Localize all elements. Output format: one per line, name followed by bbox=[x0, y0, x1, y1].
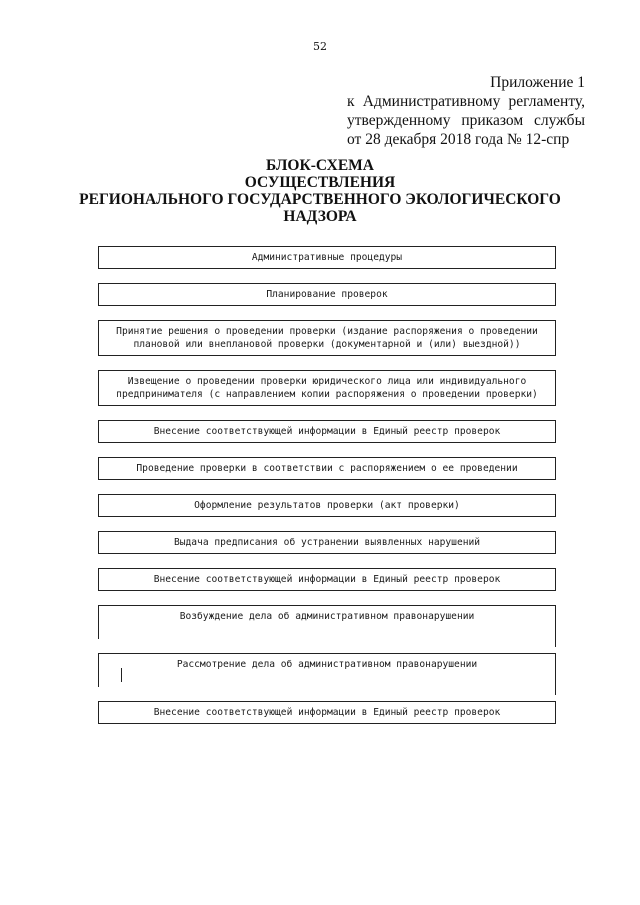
appendix-line: утвержденному приказом службы bbox=[347, 112, 585, 129]
flowchart bbox=[98, 246, 556, 738]
title-line: БЛОК-СХЕМА bbox=[265, 157, 374, 174]
flow-step-box: Рассмотрение дела об административном правонарушении bbox=[98, 653, 556, 687]
flow-step-box: Внесение соответствующей информации в Единый реестр проверок bbox=[98, 420, 556, 443]
document-title bbox=[0, 157, 640, 225]
page-number: 52 bbox=[313, 40, 327, 53]
appendix-note bbox=[347, 73, 585, 149]
flow-step-box: Принятие решения о проведении проверки (издание распоряжения о проведении плановой или внеплановой проверки (документарной и (или) выездной)) bbox=[98, 320, 556, 356]
flow-step-box: Внесение соответствующей информации в Единый реестр проверок bbox=[98, 701, 556, 724]
appendix-line: Приложение 1 bbox=[490, 74, 585, 91]
flow-step-box: Извещение о проведении проверки юридического лица или индивидуального предпринимателя (с направлением копии распоряжения о проведении проверки) bbox=[98, 370, 556, 406]
flow-step-box: Возбуждение дела об административном правонарушении bbox=[98, 605, 556, 639]
title-line: РЕГИОНАЛЬНОГО ГОСУДАРСТВЕННОГО ЭКОЛОГИЧЕСКОГО bbox=[79, 191, 561, 208]
flow-step-box: Выдача предписания об устранении выявленных нарушений bbox=[98, 531, 556, 554]
title-line: ОСУЩЕСТВЛЕНИЯ bbox=[244, 174, 396, 191]
flow-step-box: Проведение проверки в соответствии с распоряжением о ее проведении bbox=[98, 457, 556, 480]
appendix-line: от 28 декабря 2018 года № 12-спр bbox=[347, 131, 570, 148]
flow-step-box: Оформление результатов проверки (акт проверки) bbox=[98, 494, 556, 517]
title-line: НАДЗОРА bbox=[283, 208, 357, 225]
flow-step-box: Планирование проверок bbox=[98, 283, 556, 306]
flow-step-box: Административные процедуры bbox=[98, 246, 556, 269]
flow-step-box: Внесение соответствующей информации в Единый реестр проверок bbox=[98, 568, 556, 591]
appendix-line: к Административному регламенту, bbox=[347, 93, 585, 110]
